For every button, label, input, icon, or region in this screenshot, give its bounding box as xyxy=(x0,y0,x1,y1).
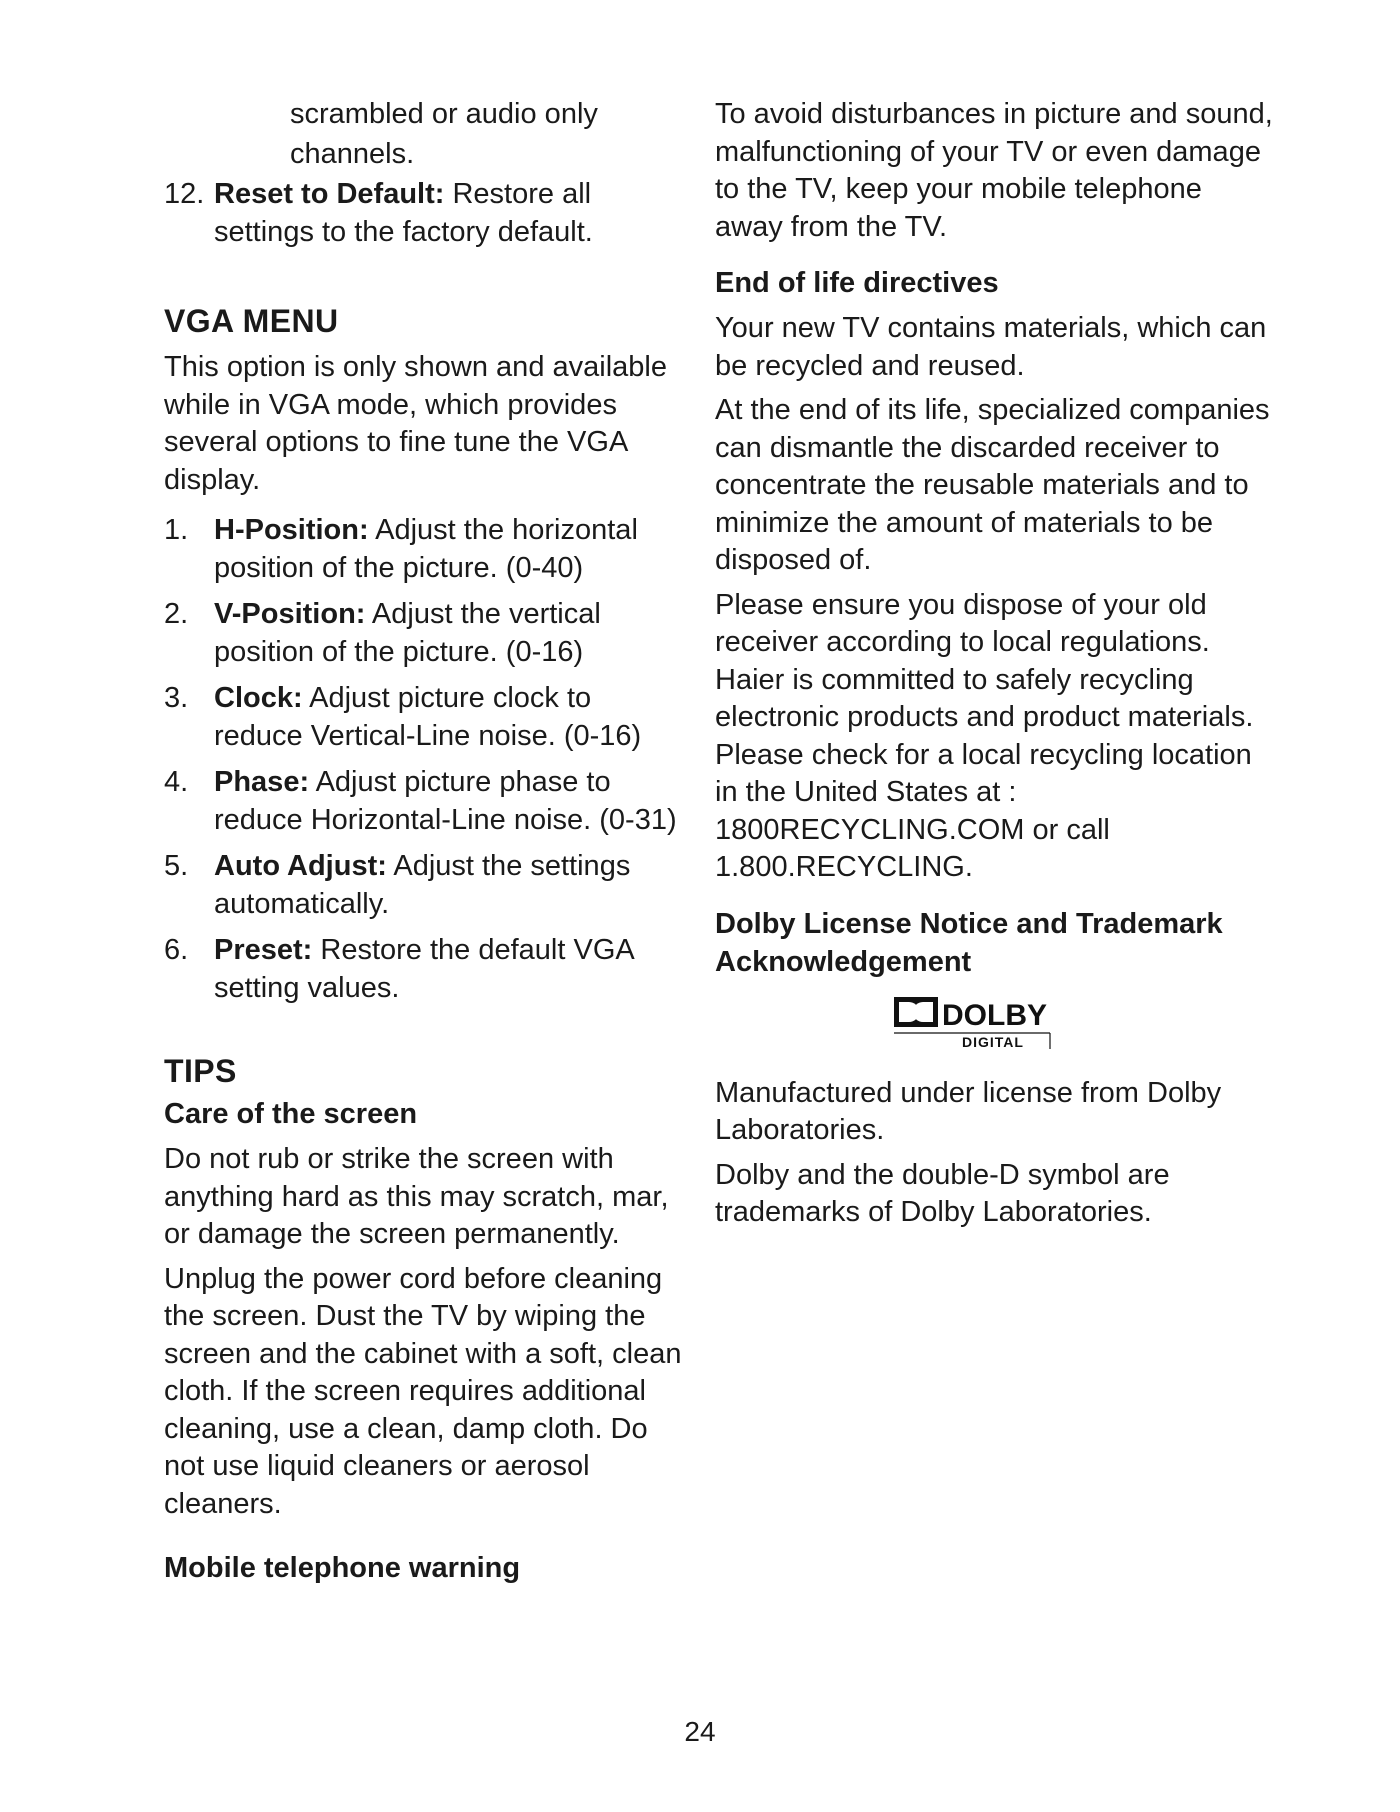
list-term: Preset: xyxy=(214,934,313,966)
page-number: 24 xyxy=(684,1716,716,1747)
list-number: 6. xyxy=(164,934,189,966)
list-item xyxy=(164,679,684,755)
list-item xyxy=(164,511,684,587)
end-of-life-paragraph: At the end of its life, specialized companies can dismantle the discarded receiver to concentrate the reusable materials and to minimize the amount of materials to be disposed of. xyxy=(715,394,1270,576)
list-number: 3. xyxy=(164,682,189,714)
list-item xyxy=(164,763,684,839)
care-paragraph: Unplug the power cord before cleaning the screen. Dust the TV by wiping the screen and the cabinet with a soft, clean cloth. If the screen requires additional cleaning, use a clean, damp cloth. Do not use liquid cleaners or aerosol cleaners. xyxy=(164,1262,682,1520)
continued-text-line: scrambled or audio only xyxy=(290,98,598,130)
list-term: V-Position: xyxy=(214,598,366,630)
vga-options-list xyxy=(164,511,684,1007)
list-text: Adjust picture phase to reduce Horizontal-Line noise. (0-31) xyxy=(214,766,677,836)
vga-intro: This option is only shown and available while in VGA mode, which provides several options to fine tune the VGA display. xyxy=(164,351,667,496)
right-column xyxy=(715,96,1275,1239)
list-term: Auto Adjust: xyxy=(214,850,387,882)
left-column xyxy=(164,96,684,1595)
tips-heading: TIPS xyxy=(164,1053,237,1089)
list-number: 5. xyxy=(164,850,189,882)
continued-text-line: channels. xyxy=(290,137,415,170)
end-of-life-paragraph: Please ensure you dispose of your old receiver according to local regulations. Haier is committed to safely recycling electronic products and product materials. Please check for a local recycling location in the United States at : 1800RECYCLING.COM or call 1.800.RECYCLING. xyxy=(715,588,1254,883)
reset-to-default-item xyxy=(164,175,684,251)
list-number: 1. xyxy=(164,514,189,546)
mobile-warning-heading: Mobile telephone warning xyxy=(164,1552,521,1584)
dolby-wordmark: DOLBY xyxy=(942,998,1047,1032)
list-number: 4. xyxy=(164,766,189,798)
list-term: Phase: xyxy=(214,766,310,798)
dolby-digital-logo xyxy=(892,993,1052,1051)
end-of-life-heading: End of life directives xyxy=(715,267,999,299)
dolby-paragraph: Manufactured under license from Dolby Laboratories. xyxy=(715,1076,1222,1146)
list-item xyxy=(164,595,684,671)
list-term: Reset to Default: xyxy=(214,178,445,210)
list-text: Restore the default VGA setting values. xyxy=(214,934,634,1004)
list-item xyxy=(164,847,684,923)
list-text: Adjust the vertical position of the picture. (0-16) xyxy=(214,598,601,668)
list-term: Clock: xyxy=(214,682,303,714)
list-item xyxy=(164,931,684,1007)
list-text: Adjust picture clock to reduce Vertical-Line noise. (0-16) xyxy=(214,682,642,752)
list-number: 12. xyxy=(164,178,205,210)
vga-menu-heading: VGA MENU xyxy=(164,303,339,339)
care-of-screen-heading: Care of the screen xyxy=(164,1098,418,1130)
list-text: Adjust the settings automatically. xyxy=(214,850,631,920)
list-text: Adjust the horizontal position of the picture. (0-40) xyxy=(214,514,638,584)
list-text: Restore all settings to the factory default. xyxy=(214,178,593,248)
mobile-warning-text: To avoid disturbances in picture and sound, malfunctioning of your TV or even damage to the TV, keep your mobile telephone away from the TV. xyxy=(715,98,1273,243)
list-number: 2. xyxy=(164,598,189,630)
end-of-life-paragraph: Your new TV contains materials, which can be recycled and reused. xyxy=(715,312,1267,382)
dolby-digital-text: DIGITAL xyxy=(962,1033,1024,1050)
dolby-paragraph: Dolby and the double-D symbol are trademarks of Dolby Laboratories. xyxy=(715,1158,1170,1228)
list-term: H-Position: xyxy=(214,514,369,546)
care-paragraph: Do not rub or strike the screen with anything hard as this may scratch, mar, or damage the screen permanently. xyxy=(164,1143,669,1250)
double-d-symbol-right xyxy=(913,1002,933,1022)
dolby-notice-heading: Dolby License Notice and Trademark Acknowledgement xyxy=(715,907,1223,978)
